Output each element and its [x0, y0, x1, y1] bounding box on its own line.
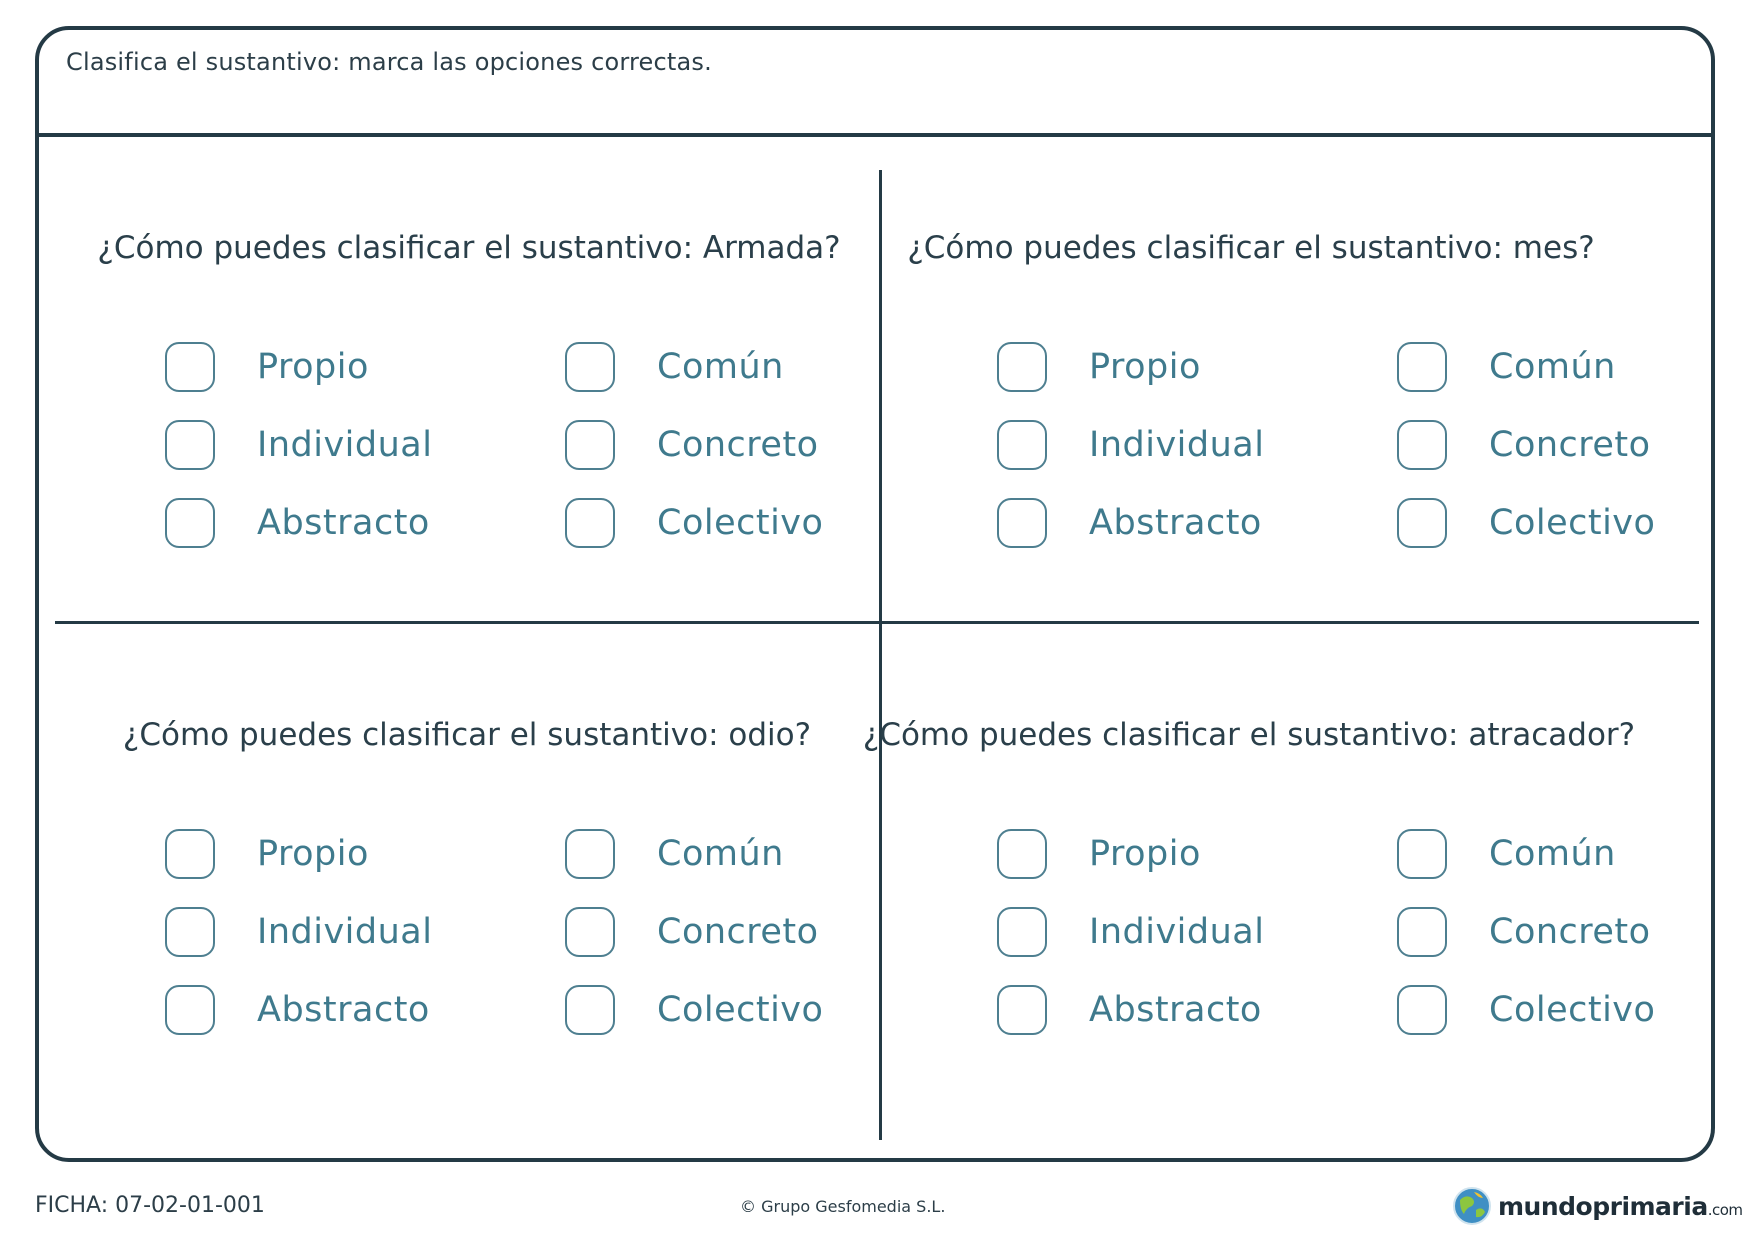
checkbox[interactable]	[1397, 498, 1447, 548]
checkbox[interactable]	[1397, 829, 1447, 879]
header-divider	[39, 133, 1711, 137]
checkbox[interactable]	[165, 498, 215, 548]
option-colectivo[interactable]	[1397, 983, 1655, 1037]
option-label: Concreto	[657, 425, 819, 465]
option-label: Común	[657, 347, 784, 387]
option-label: Propio	[1089, 347, 1201, 387]
checkbox[interactable]	[165, 829, 215, 879]
option-colectivo[interactable]	[1397, 496, 1655, 550]
option-concreto[interactable]	[1397, 418, 1651, 472]
option-comun[interactable]	[1397, 827, 1616, 881]
option-comun[interactable]	[565, 340, 784, 394]
checkbox[interactable]	[565, 907, 615, 957]
question-block-mes	[891, 160, 1711, 600]
option-label: Concreto	[1489, 425, 1651, 465]
checkbox[interactable]	[1397, 985, 1447, 1035]
option-label: Propio	[257, 834, 369, 874]
checkbox[interactable]	[165, 342, 215, 392]
checkbox[interactable]	[565, 420, 615, 470]
checkbox[interactable]	[1397, 342, 1447, 392]
question-text: ¿Cómo puedes clasificar el sustantivo: odio?	[122, 717, 812, 753]
option-label: Común	[657, 834, 784, 874]
question-block-armada	[59, 160, 879, 600]
option-comun[interactable]	[1397, 340, 1616, 394]
question-block-odio	[59, 647, 879, 1087]
instruction-text: Clasifica el sustantivo: marca las opciones correctas.	[66, 48, 712, 76]
option-propio[interactable]	[165, 827, 369, 881]
option-label: Concreto	[657, 912, 819, 952]
option-label: Individual	[1089, 425, 1265, 465]
checkbox[interactable]	[997, 498, 1047, 548]
option-individual[interactable]	[165, 418, 432, 472]
option-concreto[interactable]	[1397, 905, 1651, 959]
option-label: Propio	[257, 347, 369, 387]
vertical-divider	[879, 170, 882, 1140]
option-colectivo[interactable]	[565, 496, 823, 550]
checkbox[interactable]	[1397, 907, 1447, 957]
worksheet-frame	[35, 26, 1715, 1162]
option-label: Colectivo	[1489, 990, 1656, 1030]
option-label: Propio	[1089, 834, 1201, 874]
question-text: ¿Cómo puedes clasificar el sustantivo: atracador?	[862, 717, 1636, 753]
option-abstracto[interactable]	[997, 496, 1262, 550]
brand-suffix: .com	[1707, 1200, 1743, 1219]
globe-icon	[1452, 1186, 1492, 1226]
checkbox[interactable]	[997, 907, 1047, 957]
checkbox[interactable]	[997, 420, 1047, 470]
option-label: Abstracto	[1089, 503, 1262, 543]
option-label: Colectivo	[657, 503, 824, 543]
option-label: Abstracto	[257, 503, 430, 543]
question-text: ¿Cómo puedes clasificar el sustantivo: mes?	[907, 230, 1595, 266]
option-colectivo[interactable]	[565, 983, 823, 1037]
checkbox[interactable]	[565, 985, 615, 1035]
option-comun[interactable]	[565, 827, 784, 881]
option-label: Concreto	[1489, 912, 1651, 952]
copyright-text: © Grupo Gesfomedia S.L.	[740, 1197, 946, 1216]
option-abstracto[interactable]	[165, 496, 430, 550]
checkbox[interactable]	[165, 985, 215, 1035]
option-propio[interactable]	[997, 340, 1201, 394]
checkbox[interactable]	[997, 829, 1047, 879]
option-label: Individual	[1089, 912, 1265, 952]
option-label: Abstracto	[257, 990, 430, 1030]
question-text: ¿Cómo puedes clasificar el sustantivo: Armada?	[97, 230, 841, 266]
option-label: Colectivo	[657, 990, 824, 1030]
checkbox[interactable]	[565, 342, 615, 392]
checkbox[interactable]	[997, 342, 1047, 392]
checkbox[interactable]	[565, 829, 615, 879]
option-individual[interactable]	[165, 905, 432, 959]
checkbox[interactable]	[165, 907, 215, 957]
option-individual[interactable]	[997, 905, 1264, 959]
option-label: Individual	[257, 425, 433, 465]
question-block-atracador	[862, 647, 1711, 1087]
checkbox[interactable]	[165, 420, 215, 470]
option-abstracto[interactable]	[997, 983, 1262, 1037]
worksheet-code: FICHA: 07-02-01-001	[35, 1193, 265, 1218]
checkbox[interactable]	[997, 985, 1047, 1035]
checkbox[interactable]	[1397, 420, 1447, 470]
checkbox[interactable]	[565, 498, 615, 548]
option-individual[interactable]	[997, 418, 1264, 472]
option-concreto[interactable]	[565, 418, 819, 472]
option-label: Colectivo	[1489, 503, 1656, 543]
option-label: Común	[1489, 834, 1616, 874]
option-propio[interactable]	[997, 827, 1201, 881]
option-abstracto[interactable]	[165, 983, 430, 1037]
brand-name: mundoprimaria.com	[1498, 1191, 1743, 1221]
option-label: Individual	[257, 912, 433, 952]
option-concreto[interactable]	[565, 905, 819, 959]
option-label: Abstracto	[1089, 990, 1262, 1030]
option-propio[interactable]	[165, 340, 369, 394]
option-label: Común	[1489, 347, 1616, 387]
brand-logo	[1452, 1186, 1743, 1226]
horizontal-divider	[55, 621, 1699, 624]
